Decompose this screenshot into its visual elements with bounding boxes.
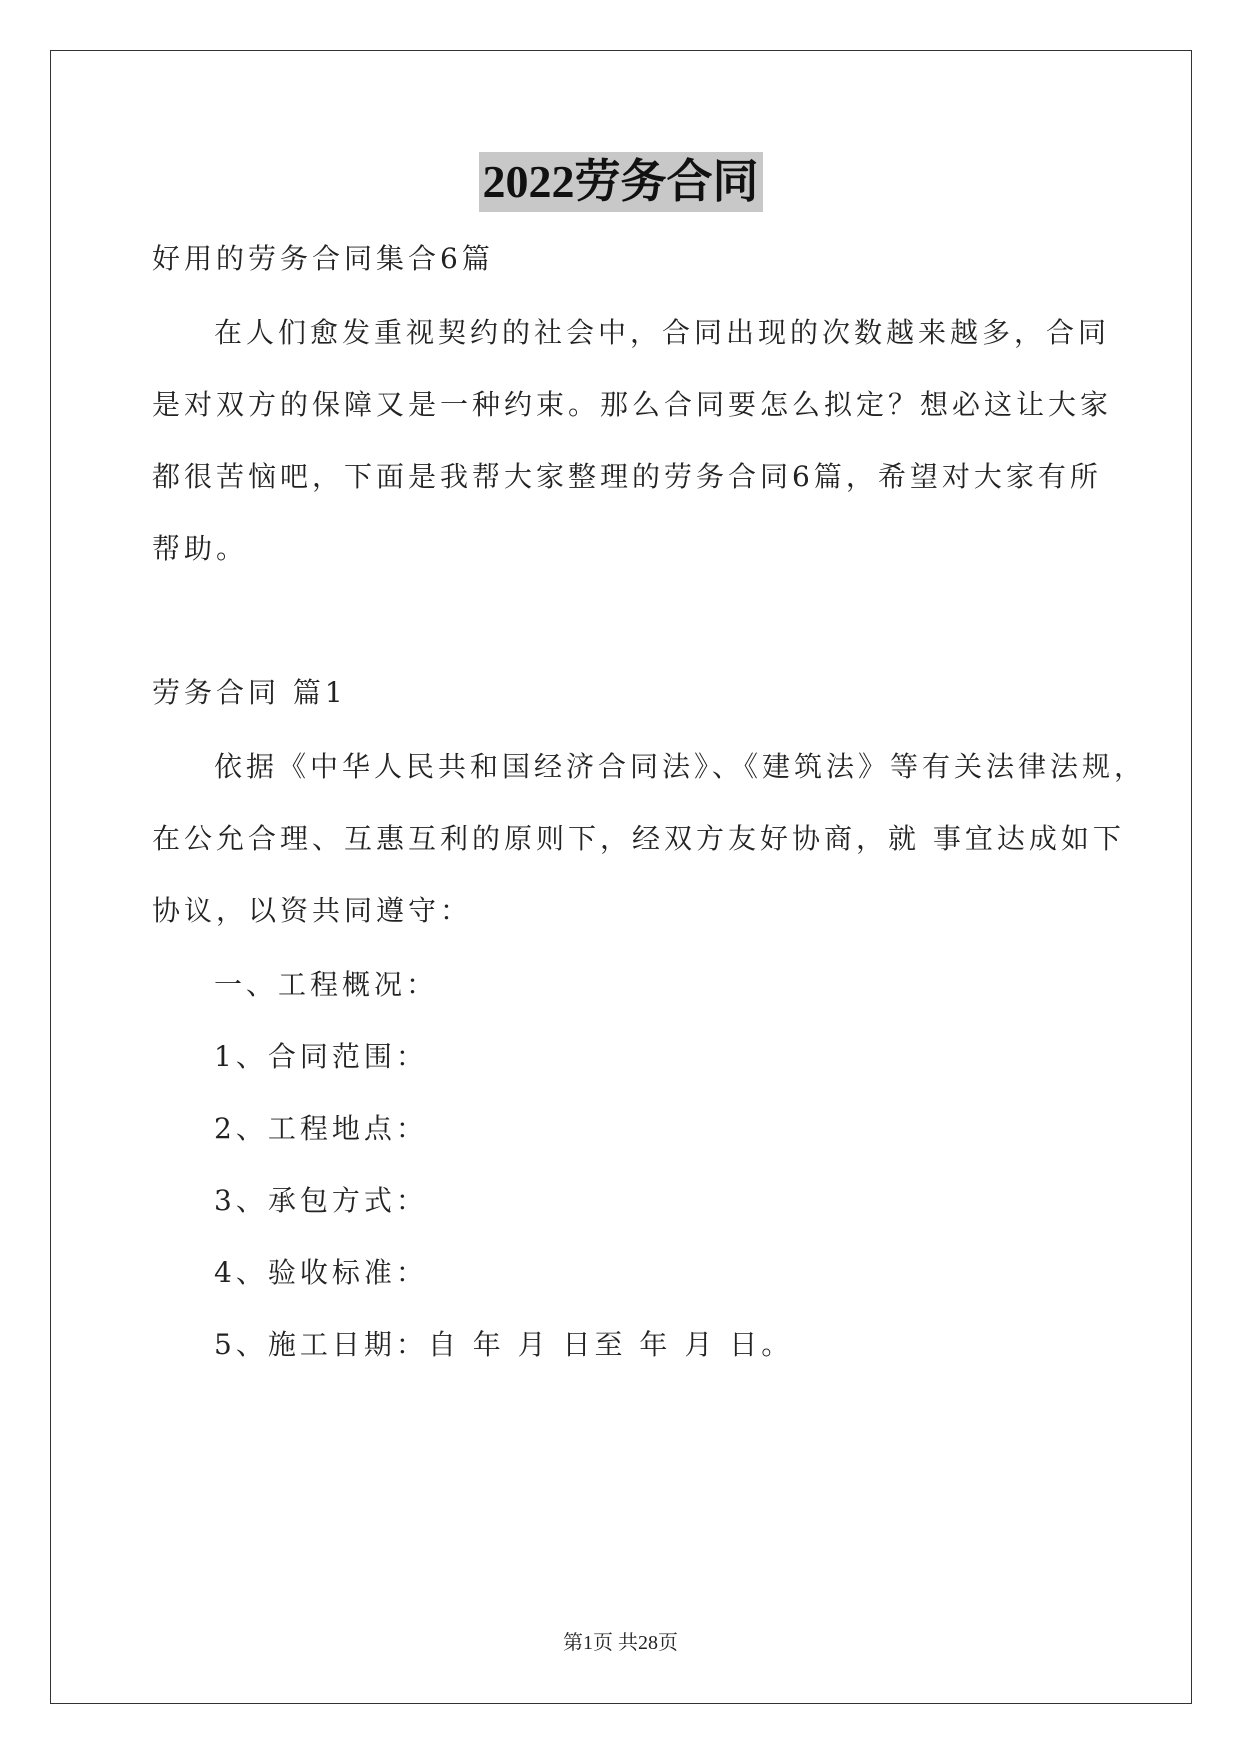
section-heading: 劳务合同 篇1 <box>152 676 347 709</box>
page-border <box>50 50 1192 1704</box>
basis-line-3: 协议，以资共同遵守： <box>152 894 473 927</box>
clause-acceptance-standard: 4、验收标准： <box>214 1256 428 1289</box>
basis-line-1: 依据《中华人民共和国经济合同法》、《建筑法》等有关法律法规， <box>214 750 1147 783</box>
document-subtitle: 好用的劳务合同集合6篇 <box>152 242 494 275</box>
intro-line-4: 帮助。 <box>152 532 249 565</box>
intro-line-1: 在人们愈发重视契约的社会中，合同出现的次数越来越多，合同 <box>214 316 1111 349</box>
basis-line-2: 在公允合理、互惠互利的原则下，经双方友好协商，就 事宜达成如下 <box>152 822 1125 855</box>
intro-line-2: 是对双方的保障又是一种约束。那么合同要怎么拟定？想必这让大家 <box>152 388 1113 421</box>
page-number-footer: 第1页 共28页 <box>563 1632 678 1654</box>
clause-project-overview: 一、工程概况： <box>214 968 439 1001</box>
clause-contract-scope: 1、合同范围： <box>214 1040 428 1073</box>
document-title <box>0 152 1241 212</box>
document-title-text: 2022劳务合同 <box>479 152 763 212</box>
intro-line-3: 都很苦恼吧，下面是我帮大家整理的劳务合同6篇，希望对大家有所 <box>152 460 1102 493</box>
clause-contract-method: 3、承包方式： <box>214 1184 428 1217</box>
clause-construction-dates: 5、施工日期：自 年 月 日至 年 月 日。 <box>214 1328 794 1361</box>
clause-project-location: 2、工程地点： <box>214 1112 428 1145</box>
